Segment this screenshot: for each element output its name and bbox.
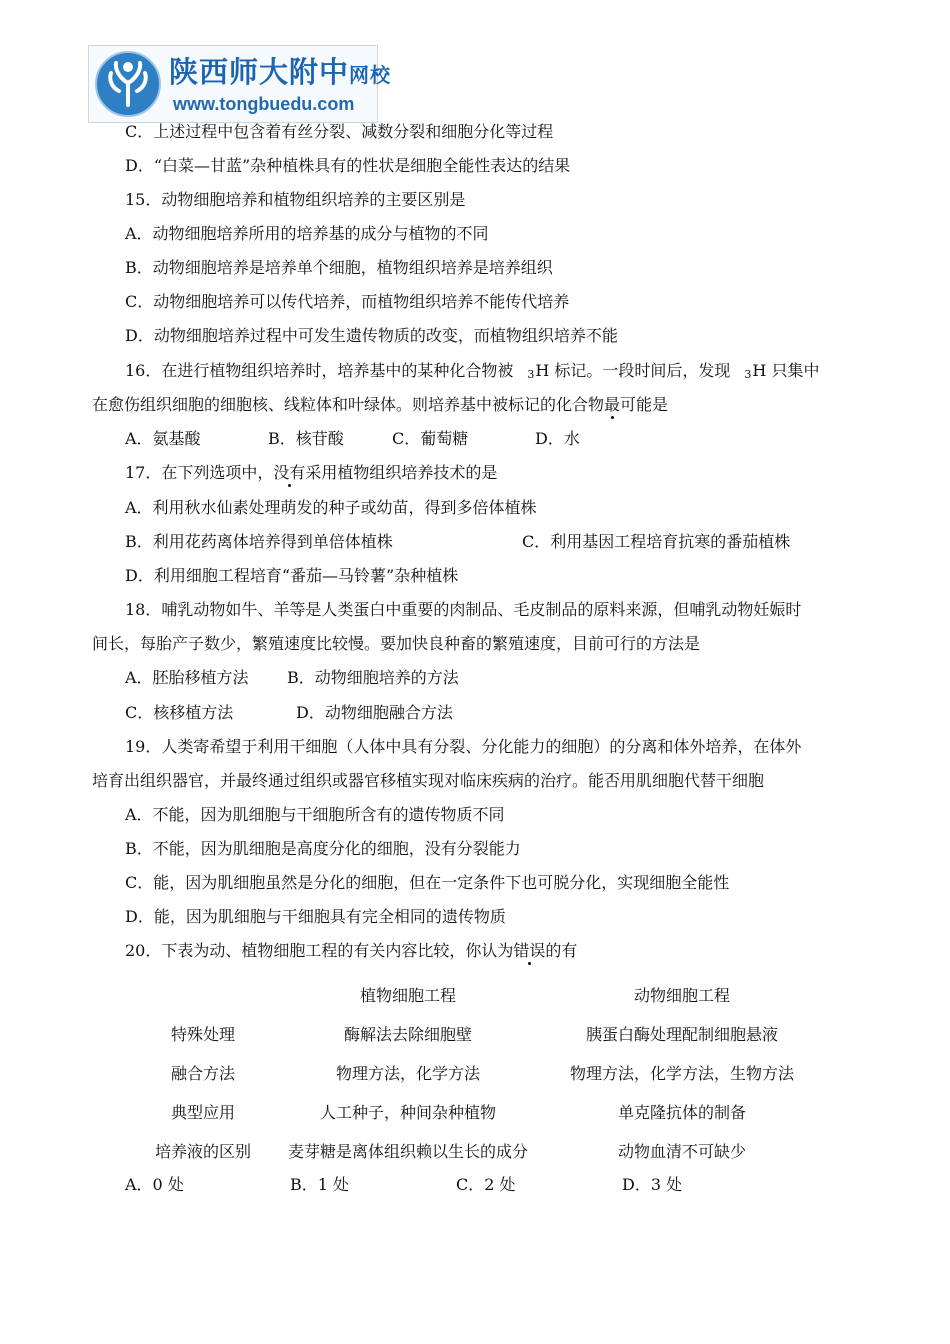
q18-stem-line1: 18．哺乳动物如牛、羊等是人类蛋白中重要的肉制品、毛皮制品的原料来源，但哺乳动物妊娠时	[125, 600, 802, 619]
q18-option-c: C．核移植方法	[125, 703, 234, 722]
q19-option-c: C．能，因为肌细胞虽然是分化的细胞，但在一定条件下也可脱分化，实现细胞全能性	[125, 873, 730, 892]
logo-emblem-icon	[95, 51, 161, 117]
q16-stem-part-b: H 标记。一段时间后，发现	[535, 361, 731, 380]
table-cell: 单克隆抗体的制备	[617, 1103, 747, 1122]
q19-stem-line2: 培育出组织器官，并最终通过组织或器官移植实现对临床疾病的治疗。能否用肌细胞代替干细胞	[92, 771, 765, 790]
q18-option-b: B．动物细胞培养的方法	[287, 668, 459, 687]
q16-emphasis-2: 可能	[620, 395, 653, 414]
q19-option-d: D．能，因为肌细胞与干细胞具有完全相同的遗传物质	[125, 907, 506, 926]
q19-option-a: A．不能，因为肌细胞与干细胞所含有的遗传物质不同	[125, 805, 505, 824]
q17-stem	[125, 463, 497, 483]
q16-stem-line2-part-a: 在愈伤组织细胞的细胞核、线粒体和叶绿体。则培养基中被标记的化合物	[92, 395, 605, 414]
q16-emphasis-1: 最	[604, 395, 621, 414]
table-row-label: 培养液的区别	[154, 1142, 252, 1161]
q16-option-a: A．氨基酸	[125, 429, 201, 448]
q17-option-d: D．利用细胞工程培育“番茄—马铃薯”杂种植株	[125, 566, 459, 585]
logo-url: www.tongbuedu.com	[173, 94, 355, 114]
q20-stem-part-b: 的有	[545, 941, 578, 960]
q20-stem	[125, 941, 577, 961]
q18-option-a: A．胚胎移植方法	[125, 668, 249, 687]
q16-stem-line1	[125, 361, 819, 383]
school-logo	[88, 45, 392, 123]
q14-option-c: C．上述过程中包含着有丝分裂、减数分裂和细胞分化等过程	[125, 122, 554, 141]
q17-option-a: A．利用秋水仙素处理萌发的种子或幼苗，得到多倍体植株	[125, 498, 537, 517]
table-cell: 人工种子，种间杂种植物	[319, 1103, 497, 1122]
q16-stem-part-a: 16．在进行植物组织培养时，培养基中的某种化合物被	[125, 361, 514, 380]
q19-option-b: B．不能，因为肌细胞是高度分化的细胞，没有分裂能力	[125, 839, 521, 858]
q16-stem-line2-part-b: 是	[652, 395, 669, 414]
q17-option-c: C．利用基因工程培育抗寒的番茄植株	[522, 532, 791, 551]
q20-emphasis: 错误	[513, 941, 546, 960]
q15-stem: 15．动物细胞培养和植物组织培养的主要区别是	[125, 190, 466, 209]
q20-option-c: C．2 处	[456, 1175, 516, 1194]
q16-superscript-2: 3	[744, 368, 752, 381]
q15-option-d: D．动物细胞培养过程中可发生遗传物质的改变，而植物组织培养不能	[125, 326, 618, 345]
q17-stem-part-a: 17．在下列选项中，	[125, 463, 274, 482]
q16-option-b: B．核苷酸	[268, 429, 344, 448]
q15-option-c: C．动物细胞培养可以传代培养，而植物组织培养不能传代培养	[125, 292, 570, 311]
logo-title-main: 陕西师大附中	[169, 55, 350, 89]
q15-option-a: A．动物细胞培养所用的培养基的成分与植物的不同	[125, 224, 489, 243]
q16-stem-line2	[92, 395, 668, 415]
logo-title	[169, 50, 391, 91]
table-row-label: 典型应用	[170, 1103, 236, 1122]
q20-option-b: B．1 处	[290, 1175, 350, 1194]
q20-option-d: D．3 处	[622, 1175, 683, 1194]
q16-stem-part-c: H 只集中	[752, 361, 820, 380]
q20-stem-part-a: 20．下表为动、植物细胞工程的有关内容比较，你认为	[125, 941, 514, 960]
q20-option-a: A．0 处	[125, 1175, 184, 1194]
q14-option-d: D．“白菜—甘蓝”杂种植株具有的性状是细胞全能性表达的结果	[125, 156, 571, 175]
logo-title-suffix: 网校	[349, 63, 392, 87]
table-row-label: 特殊处理	[170, 1025, 236, 1044]
q17-stem-part-b: 采用植物组织培养技术的是	[305, 463, 498, 482]
table-cell: 麦芽糖是离体组织赖以生长的成分	[287, 1142, 529, 1161]
table-cell: 动物血清不可缺少	[617, 1142, 747, 1161]
table-cell: 物理方法，化学方法，生物方法	[569, 1064, 795, 1083]
q18-option-d: D．动物细胞融合方法	[296, 703, 453, 722]
q16-superscript-1: 3	[527, 368, 535, 381]
table-row-label: 融合方法	[170, 1064, 236, 1083]
q16-option-c: C．葡萄糖	[392, 429, 469, 448]
q15-option-b: B．动物细胞培养是培养单个细胞，植物组织培养是培养组织	[125, 258, 553, 277]
table-header-animal: 动物细胞工程	[633, 986, 731, 1005]
table-header-plant: 植物细胞工程	[359, 986, 457, 1005]
q16-option-d: D．水	[535, 429, 580, 448]
q17-emphasis: 没有	[273, 463, 306, 482]
table-cell: 物理方法，化学方法	[335, 1064, 481, 1083]
q17-option-b: B．利用花药离体培养得到单倍体植株	[125, 532, 393, 551]
table-cell: 胰蛋白酶处理配制细胞悬液	[585, 1025, 779, 1044]
q19-stem-line1: 19．人类寄希望于利用干细胞（人体中具有分裂、分化能力的细胞）的分离和体外培养，在体外	[125, 737, 802, 756]
table-cell: 酶解法去除细胞壁	[343, 1025, 473, 1044]
q18-stem-line2: 间长，每胎产子数少，繁殖速度比较慢。要加快良种畜的繁殖速度，目前可行的方法是	[92, 634, 701, 653]
